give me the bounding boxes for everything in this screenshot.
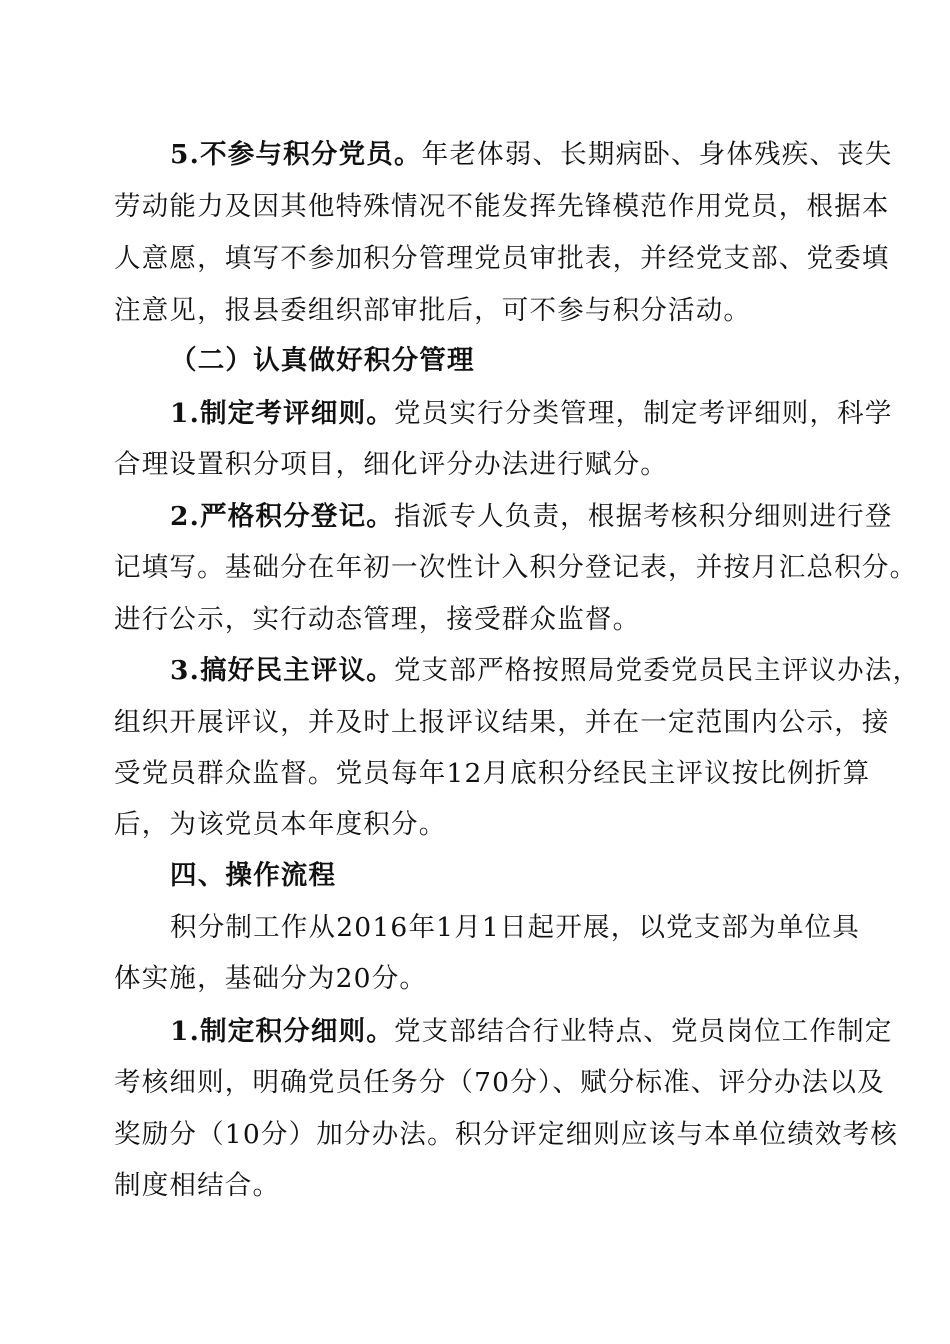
paragraph-line: 组织开展评议，并及时上报评议结果，并在一定范围内公示，接 — [114, 707, 890, 738]
paragraph-line: 人意愿，填写不参加积分管理党员审批表，并经党支部、党委填 — [114, 243, 890, 274]
paragraph-line: 奖励分（10分）加分办法。积分评定细则应该与本单位绩效考核 — [114, 1119, 899, 1150]
paragraph-line — [170, 500, 893, 534]
section-title: 四、操作流程 — [170, 860, 337, 891]
paragraph-line: 制度相结合。 — [114, 1170, 281, 1201]
paragraph-line: 考核细则，明确党员任务分（70分）、赋分标准、评分办法以及 — [114, 1067, 885, 1098]
paragraph-line: 受党员群众监督。党员每年12月底积分经民主评议按比例折算 — [114, 758, 871, 789]
item-text: 指派专人负责，根据考核积分细则进行登 — [393, 501, 893, 532]
paragraph-line: 体实施，基础分为20分。 — [114, 963, 428, 994]
paragraph-line: 进行公示，实行动态管理，接受群众监督。 — [114, 604, 641, 635]
item-heading: 5.不参与积分党员。 — [170, 139, 422, 170]
item-heading: 1.制定积分细则。 — [170, 1016, 394, 1047]
paragraph-line — [170, 138, 893, 172]
item-text: 年老体弱、长期病卧、身体残疾、丧失 — [421, 139, 893, 170]
paragraph-line — [170, 654, 920, 688]
item-text: 党员实行分类管理，制定考评细则，科学 — [393, 398, 893, 429]
item-heading: 3.搞好民主评议。 — [170, 655, 394, 686]
item-heading: 2.严格积分登记。 — [170, 501, 394, 532]
paragraph-line: 劳动能力及因其他特殊情况不能发挥先锋模范作用党员，根据本 — [114, 191, 890, 222]
item-text: 党支部结合行业特点、党员岗位工作制定 — [393, 1016, 893, 1047]
paragraph-line: 记填写。基础分在年初一次性计入积分登记表，并按月汇总积分。 — [114, 552, 918, 583]
item-heading: 1.制定考评细则。 — [170, 398, 394, 429]
paragraph-line — [170, 397, 893, 431]
item-text: 党支部严格按照局党委党员民主评议办法， — [393, 655, 921, 686]
paragraph-line: 合理设置积分项目，细化评分办法进行赋分。 — [114, 449, 668, 480]
paragraph-line: 后，为该党员本年度积分。 — [114, 809, 447, 840]
section-title: （二）认真做好积分管理 — [170, 345, 475, 376]
paragraph-line — [170, 1015, 893, 1049]
paragraph-line: 注意见，报县委组织部审批后，可不参与积分活动。 — [114, 295, 752, 326]
paragraph-line: 积分制工作从2016年1月1日起开展，以党支部为单位具 — [170, 912, 861, 943]
